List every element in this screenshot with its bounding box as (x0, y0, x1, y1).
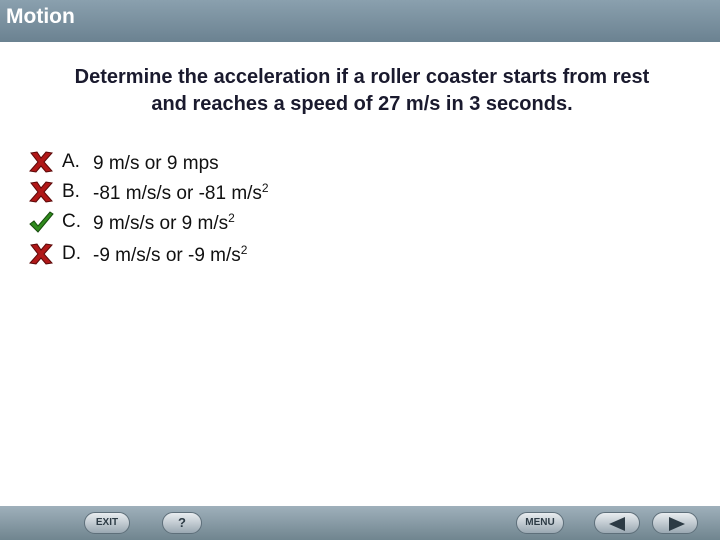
answer-option-a[interactable] (0, 148, 400, 178)
header-title: Motion (6, 5, 75, 28)
question-text: Determine the acceleration if a roller coaster starts from rest and reaches a speed of 27 m/s in 3 seconds. (74, 66, 650, 115)
answer-text: 9 m/s/s or 9 $m/s^2$ (93, 211, 235, 234)
menu-button[interactable] (516, 512, 564, 534)
answer-option-c[interactable] (0, 208, 400, 238)
x-mark-icon (28, 242, 54, 266)
right-arrow-icon (653, 513, 699, 535)
header-bar (0, 0, 720, 42)
answer-letter: D. (62, 243, 81, 264)
answer-letter: A. (62, 151, 80, 172)
answer-text: -9 m/s/s or -9 $m/s^2$ (93, 243, 248, 266)
previous-button[interactable] (594, 512, 640, 534)
header-divider (0, 42, 720, 44)
help-button[interactable] (162, 512, 202, 534)
answer-letter: C. (62, 211, 81, 232)
answer-text: -81 m/s/s or -81 $m/s^2$ (93, 181, 269, 204)
exit-button-label: EXIT (95, 517, 119, 528)
check-mark-icon (28, 210, 54, 234)
x-mark-icon (28, 150, 54, 174)
next-button[interactable] (652, 512, 698, 534)
left-arrow-icon (595, 513, 641, 535)
menu-button-label: MENU (525, 517, 555, 528)
answer-option-b[interactable] (0, 178, 400, 208)
answer-option-d[interactable] (0, 240, 400, 270)
answer-text: 9 m/s or 9 mps (93, 153, 219, 174)
x-mark-icon (28, 180, 54, 204)
exit-button[interactable] (84, 512, 130, 534)
answer-letter: B. (62, 181, 80, 202)
help-button-label: ? (178, 515, 186, 530)
